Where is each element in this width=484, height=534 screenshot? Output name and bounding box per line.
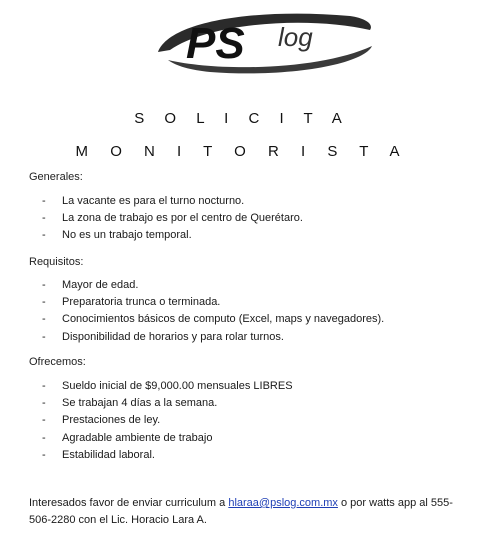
logo-ps-text: PS <box>186 19 245 68</box>
list-marker: - <box>42 397 46 410</box>
list-item: - Sueldo inicial de $9,000.00 mensuales LIBRES <box>42 378 293 395</box>
pslog-logo <box>150 6 380 78</box>
list-item: - Mayor de edad. <box>42 277 384 294</box>
list-item: - Disponibilidad de horarios y para rolar turnos. <box>42 329 384 346</box>
title-monitorista: M O N I T O R I S T A <box>75 143 409 160</box>
logo-log-text: log <box>278 22 313 52</box>
list-item: - Prestaciones de ley. <box>42 412 293 429</box>
list-marker: - <box>42 380 46 392</box>
title-solicita: S O L I C I T A <box>134 110 350 127</box>
section-heading-requisitos: Requisitos: <box>29 256 84 268</box>
contact-footer <box>29 495 469 529</box>
list-marker: - <box>42 279 46 291</box>
list-ofrecemos <box>42 378 293 464</box>
section-heading-ofrecemos: Ofrecemos: <box>29 356 86 368</box>
list-item: - Se trabajan 4 días a la semana. <box>42 395 293 412</box>
list-marker: - <box>42 195 46 207</box>
list-item: - La vacante es para el turno nocturno. <box>42 193 303 210</box>
list-marker: - <box>42 212 46 225</box>
list-marker: - <box>42 414 46 427</box>
list-marker: - <box>42 313 46 326</box>
email-link[interactable]: hlaraa@pslog.com.mx <box>228 497 338 509</box>
list-marker: - <box>42 330 46 343</box>
list-requisitos <box>42 277 384 346</box>
list-item: - Preparatoria trunca o terminada. <box>42 294 384 311</box>
list-marker: - <box>42 448 46 461</box>
footer-text-after: o por watts app al 555-506-2280 con el Lic. Horacio Lara A. <box>29 497 453 526</box>
list-item: - Agradable ambiente de trabajo <box>42 430 293 447</box>
list-item: - No es un trabajo temporal. <box>42 227 303 244</box>
list-item: - Conocimientos básicos de computo (Excel, maps y navegadores). <box>42 311 384 328</box>
section-heading-generales: Generales: <box>29 171 83 183</box>
list-marker: - <box>42 431 46 444</box>
list-marker: - <box>42 296 46 309</box>
footer-text-before: Interesados favor de enviar curriculum a <box>29 497 229 509</box>
list-generales <box>42 193 303 245</box>
list-marker: - <box>42 229 46 242</box>
list-item: - La zona de trabajo es por el centro de Querétaro. <box>42 210 303 227</box>
list-item: - Estabilidad laboral. <box>42 447 293 464</box>
